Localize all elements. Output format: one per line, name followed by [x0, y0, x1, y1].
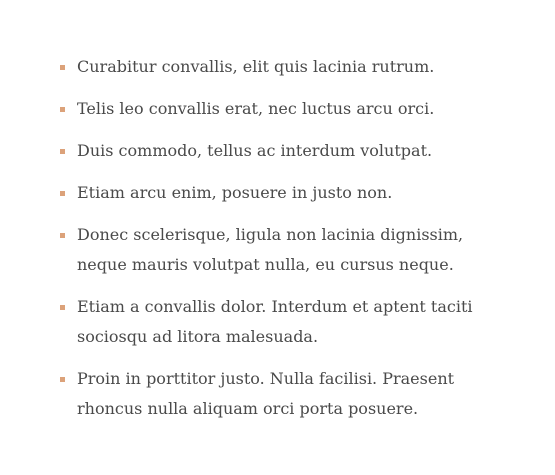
list-item-text: Proin in porttitor justo. Nulla facilisi. Praesent rhoncus nulla aliquam orci porta posuere. [77, 369, 455, 418]
list-item-text: Curabitur convallis, elit quis lacinia rutrum. [77, 57, 435, 76]
list-item-text: Etiam arcu enim, posuere in justo non. [77, 183, 393, 202]
list-item-text: Duis commodo, tellus ac interdum volutpat. [77, 141, 433, 160]
list-item [60, 94, 480, 124]
list-item [60, 364, 480, 424]
square-bullet-icon [60, 149, 65, 154]
square-bullet-icon [60, 191, 65, 196]
list-item-text: Donec scelerisque, ligula non lacinia dignissim, neque mauris volutpat nulla, eu cursus neque. [77, 225, 464, 274]
square-bullet-icon [60, 377, 65, 382]
bullet-list [60, 52, 480, 436]
square-bullet-icon [60, 305, 65, 310]
list-item [60, 220, 480, 280]
list-item-text: Etiam a convallis dolor. Interdum et aptent taciti sociosqu ad litora malesuada. [77, 297, 473, 346]
list-item [60, 136, 480, 166]
square-bullet-icon [60, 107, 65, 112]
square-bullet-icon [60, 65, 65, 70]
square-bullet-icon [60, 233, 65, 238]
list-item [60, 178, 480, 208]
list-item-text: Telis leo convallis erat, nec luctus arcu orci. [77, 99, 435, 118]
list-item [60, 292, 480, 352]
list-item [60, 52, 480, 82]
